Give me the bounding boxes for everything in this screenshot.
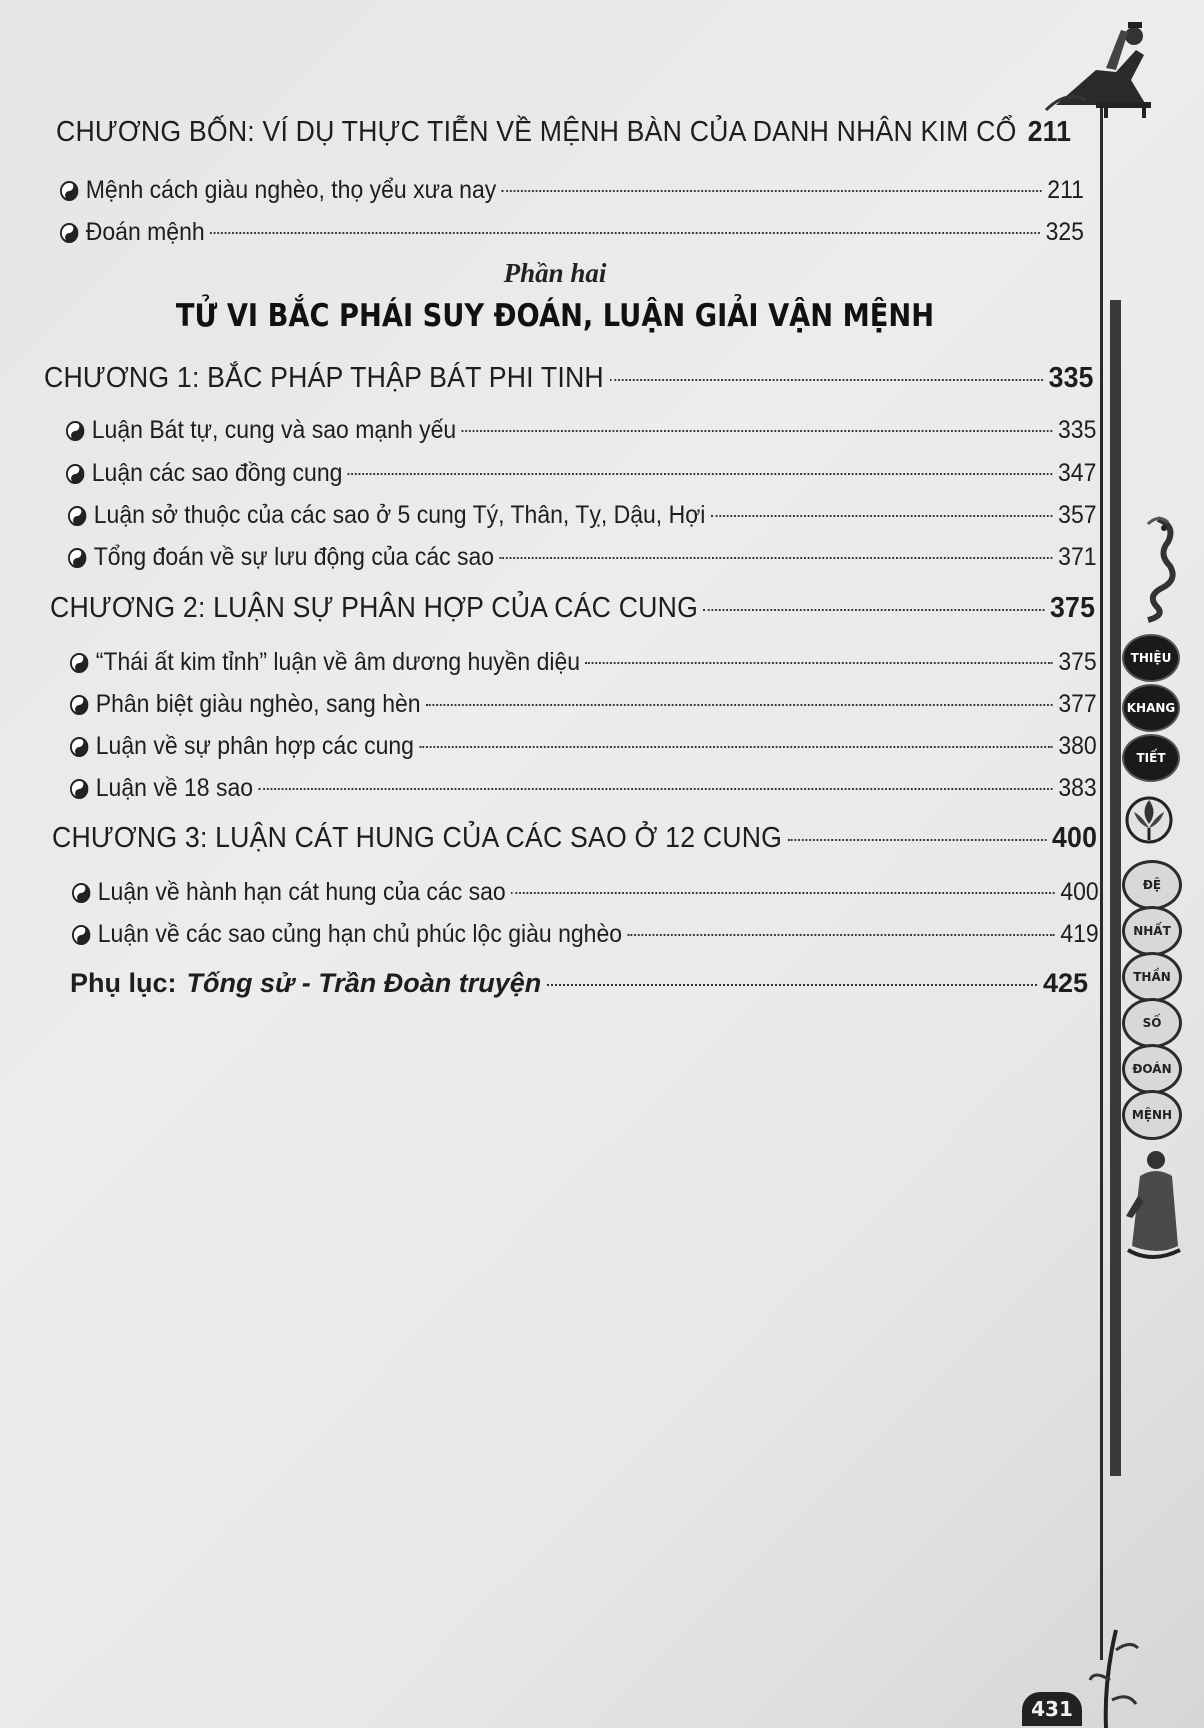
yin-yang-icon <box>70 737 88 757</box>
dot-leader <box>628 934 1055 936</box>
dot-leader <box>788 839 1047 841</box>
item-title: Mệnh cách giàu nghèo, thọ yểu xưa nay <box>85 176 497 204</box>
appendix-label: Phụ lục: <box>70 968 177 998</box>
page-ref: 347 <box>1058 459 1097 487</box>
page-ref: 425 <box>1042 968 1088 998</box>
yin-yang-icon <box>60 181 78 201</box>
page-ref: 335 <box>1058 416 1097 444</box>
item-title: Tổng đoán về sự lưu động của các sao <box>93 543 495 571</box>
item-title: Luận về các sao củng hạn chủ phúc lộc giàu nghèo <box>97 920 623 948</box>
part-label: Phần hai <box>503 258 607 288</box>
item-title: “Thái ất kim tỉnh” luận về âm dương huyền diệu <box>95 648 581 676</box>
page-ref: 400 <box>1060 878 1099 906</box>
yin-yang-icon <box>66 421 84 441</box>
item-title: Luận về 18 sao <box>95 774 254 802</box>
page-ref: 211 <box>1047 176 1084 204</box>
toc-item[interactable] <box>70 732 1097 761</box>
toc-item[interactable] <box>70 690 1097 719</box>
bamboo-ornament-icon <box>1086 1620 1146 1728</box>
medallion-de: ĐỆ <box>1122 860 1182 910</box>
dot-leader <box>419 746 1052 748</box>
dot-leader <box>348 473 1053 475</box>
toc-chapter-2[interactable] <box>50 592 1095 625</box>
page-ref: 375 <box>1058 648 1097 676</box>
medallion-nhat: NHẤT <box>1122 906 1182 956</box>
page-ref: 400 <box>1052 822 1098 854</box>
dot-leader <box>704 609 1045 611</box>
dot-leader <box>511 892 1055 894</box>
page-ref: 375 <box>1050 592 1096 624</box>
dot-leader <box>586 662 1053 664</box>
yin-yang-icon <box>70 653 88 673</box>
dot-leader <box>502 190 1042 192</box>
yin-yang-icon <box>72 925 90 945</box>
toc-chapter-1[interactable] <box>44 362 1094 395</box>
dragon-ornament-icon <box>1118 514 1180 624</box>
chapter-title: CHƯƠNG 1: BẮC PHÁP THẬP BÁT PHI TINH <box>44 362 604 394</box>
medallion-so: SỐ <box>1122 998 1182 1048</box>
chapter-title: CHƯƠNG BỐN: VÍ DỤ THỰC TIỄN VỀ MỆNH BÀN CỦA DANH NHÂN KIM CỔ <box>56 116 1017 148</box>
dot-leader <box>547 984 1037 986</box>
dot-leader <box>259 788 1053 790</box>
page-ref: 380 <box>1058 732 1097 760</box>
yin-yang-icon <box>72 883 90 903</box>
medallion-thieu: THIỆU <box>1122 634 1180 682</box>
toc-item[interactable] <box>70 648 1097 677</box>
item-title: Luận sở thuộc của các sao ở 5 cung Tý, Thân, Tỵ, Dậu, Hợi <box>93 501 706 529</box>
item-title: Luận Bát tự, cung và sao mạnh yếu <box>91 416 457 444</box>
page-ref: 211 <box>1027 116 1072 148</box>
toc-item[interactable] <box>66 459 1096 488</box>
part-title: TỬ VI BẮC PHÁI SUY ĐOÁN, LUẬN GIẢI VẬN MỆNH <box>175 298 935 334</box>
page-ref: 419 <box>1060 920 1099 948</box>
dot-leader <box>711 515 1053 517</box>
scholar-illustration-icon <box>1036 10 1156 120</box>
page-ref: 357 <box>1058 501 1097 529</box>
page-number: 431 <box>1022 1692 1082 1726</box>
dot-leader <box>500 557 1053 559</box>
page-ref: 335 <box>1048 362 1094 394</box>
toc-chapter-3[interactable] <box>52 822 1097 855</box>
toc-chapter-four[interactable] <box>56 116 1071 149</box>
medallion-menh: MỆNH <box>1122 1090 1182 1140</box>
toc-appendix[interactable] <box>70 968 1088 999</box>
toc-item[interactable] <box>68 501 1097 530</box>
page-ref: 383 <box>1058 774 1097 802</box>
dot-leader <box>210 232 1040 234</box>
chapter-title: CHƯƠNG 2: LUẬN SỰ PHÂN HỢP CỦA CÁC CUNG <box>50 592 699 624</box>
item-title: Phân biệt giàu nghèo, sang hèn <box>95 690 421 718</box>
yin-yang-icon <box>66 464 84 484</box>
medallion-tiet: TIẾT <box>1122 734 1180 782</box>
yin-yang-icon <box>70 695 88 715</box>
sage-figure-icon <box>1118 1146 1186 1264</box>
item-title: Luận về hành hạn cát hung của các sao <box>97 878 506 906</box>
dot-leader <box>426 704 1053 706</box>
toc-item[interactable] <box>60 176 1084 205</box>
toc-item[interactable] <box>72 878 1099 907</box>
yin-yang-icon <box>60 223 78 243</box>
medallion-khang: KHANG <box>1122 684 1180 732</box>
yin-yang-icon <box>68 506 86 526</box>
yin-yang-icon <box>70 779 88 799</box>
page-ref: 325 <box>1045 218 1084 246</box>
chapter-title: CHƯƠNG 3: LUẬN CÁT HUNG CỦA CÁC SAO Ở 12 CUNG <box>52 822 783 854</box>
item-title: Luận các sao đồng cung <box>91 459 343 487</box>
toc-item[interactable] <box>66 416 1096 445</box>
page-ref: 371 <box>1058 543 1097 571</box>
lotus-ornament-icon <box>1120 790 1178 844</box>
toc-item[interactable] <box>60 218 1084 247</box>
yin-yang-icon <box>68 548 86 568</box>
toc-item[interactable] <box>70 774 1097 803</box>
border-bar <box>1110 300 1121 1476</box>
toc-item[interactable] <box>72 920 1099 949</box>
dot-leader <box>462 430 1053 432</box>
toc-item[interactable] <box>68 543 1097 572</box>
dot-leader <box>609 379 1043 381</box>
border-rule <box>1100 100 1103 1660</box>
page-ref: 377 <box>1058 690 1097 718</box>
medallion-doan: ĐOÁN <box>1122 1044 1182 1094</box>
item-title: Đoán mệnh <box>85 218 205 246</box>
appendix-title: Tống sử - Trần Đoàn truyện <box>186 968 542 998</box>
medallion-than: THẦN <box>1122 952 1182 1002</box>
item-title: Luận về sự phân hợp các cung <box>95 732 414 760</box>
